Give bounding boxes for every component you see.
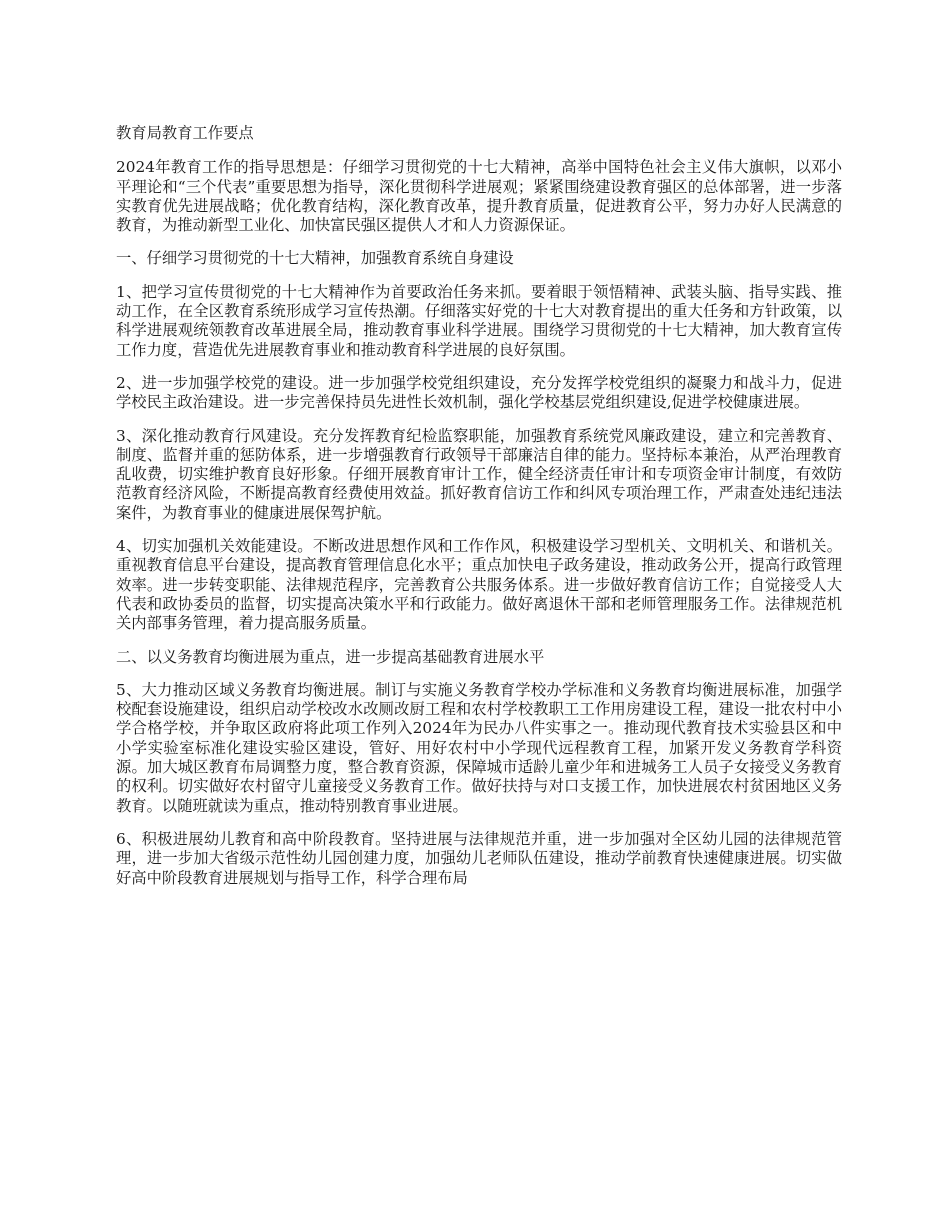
document-title: 教育局教育工作要点 — [116, 124, 254, 142]
paragraph-item-2: 2、进一步加强学校党的建设。进一步加强学校党组织建设，充分发挥学校党组织的凝聚力和战斗力，促进学校民主政治建设。进一步完善保持员先进性长效机制，强化学校基层党组织建设,促进学校健康进展。 — [116, 373, 842, 412]
document-page — [116, 124, 842, 902]
section-heading-1: 一、仔细学习贯彻党的十七大精神，加强教育系统自身建设 — [116, 249, 514, 268]
paragraph-item-5: 5、大力推动区域义务教育均衡进展。制订与实施义务教育学校办学标准和义务教育均衡进展标准，加强学校配套设施建设，组织启动学校改水改厕改厨工程和农村学校教职工工作用房建设工程，建设一批农村中小学合格学校，并争取区政府将此项工作列入2024年为民办八件实事之一。推动现代教育技术实验县区和中小学实验室标准化建设实验区建设，管好、用好农村中小学现代远程教育工程，加紧开发义务教育学科资源。加大城区教育布局调整力度，整合教育资源，保障城市适龄儿童少年和进城务工人员子女接受义务教育的权利。切实做好农村留守儿童接受义务教育工作。做好扶持与对口支援工作，加快进展农村贫困地区义务教育。以随班就读为重点，推动特别教育事业进展。 — [116, 680, 842, 815]
paragraph-item-3: 3、深化推动教育行风建设。充分发挥教育纪检监察职能，加强教育系统党风廉政建设，建立和完善教育、制度、监督并重的惩防体系，进一步增强教育行政领导干部廉洁自律的能力。坚持标本兼治，从严治理教育乱收费，切实维护教育良好形象。仔细开展教育审计工作，健全经济责任审计和专项资金审计制度，有效防范教育经济风险，不断提高教育经费使用效益。抓好教育信访工作和纠风专项治理工作，严肃查处违纪违法案件，为教育事业的健康进展保驾护航。 — [116, 426, 842, 522]
paragraph-item-1: 1、把学习宣传贯彻党的十七大精神作为首要政治任务来抓。要着眼于领悟精神、武装头脑、指导实践、推动工作，在全区教育系统形成学习宣传热潮。仔细落实好党的十七大对教育提出的重大任务和方针政策，以科学进展观统领教育改革进展全局，推动教育事业科学进展。围绕学习贯彻党的十七大精神，加大教育宣传工作力度，营造优先进展教育事业和推动教育科学进展的良好氛围。 — [116, 282, 842, 359]
section-heading-2: 二、以义务教育均衡进展为重点，进一步提高基础教育进展水平 — [116, 647, 545, 666]
paragraph-item-6: 6、积极进展幼儿教育和高中阶段教育。坚持进展与法律规范并重，进一步加强对全区幼儿园的法律规范管理，进一步加大省级示范性幼儿园创建力度，加强幼儿老师队伍建设，推动学前教育快速健康进展。切实做好高中阶段教育进展规划与指导工作，科学合理布局 — [116, 829, 842, 887]
paragraph-item-4: 4、切实加强机关效能建设。不断改进思想作风和工作作风，积极建设学习型机关、文明机关、和谐机关。重视教育信息平台建设，提高教育管理信息化水平；重点加快电子政务建设，推动政务公开，提高行政管理效率。进一步转变职能、法律规范程序，完善教育公共服务体系。进一步做好教育信访工作；自觉接受人大代表和政协委员的监督，切实提高决策水平和行政能力。做好离退休干部和老师管理服务工作。法律规范机关内部事务管理，着力提高服务质量。 — [116, 537, 842, 633]
paragraph-guiding-ideology: 2024年教育工作的指导思想是：仔细学习贯彻党的十七大精神，高举中国特色社会主义伟大旗帜，以邓小平理论和“三个代表”重要思想为指导，深化贯彻科学进展观；紧紧围绕建设教育强区的总体部署，进一步落实教育优先进展战略；优化教育结构，深化教育改革，提升教育质量，促进教育公平，努力办好人民满意的教育，为推动新型工业化、加快富民强区提供人才和人力资源保证。 — [116, 158, 842, 235]
